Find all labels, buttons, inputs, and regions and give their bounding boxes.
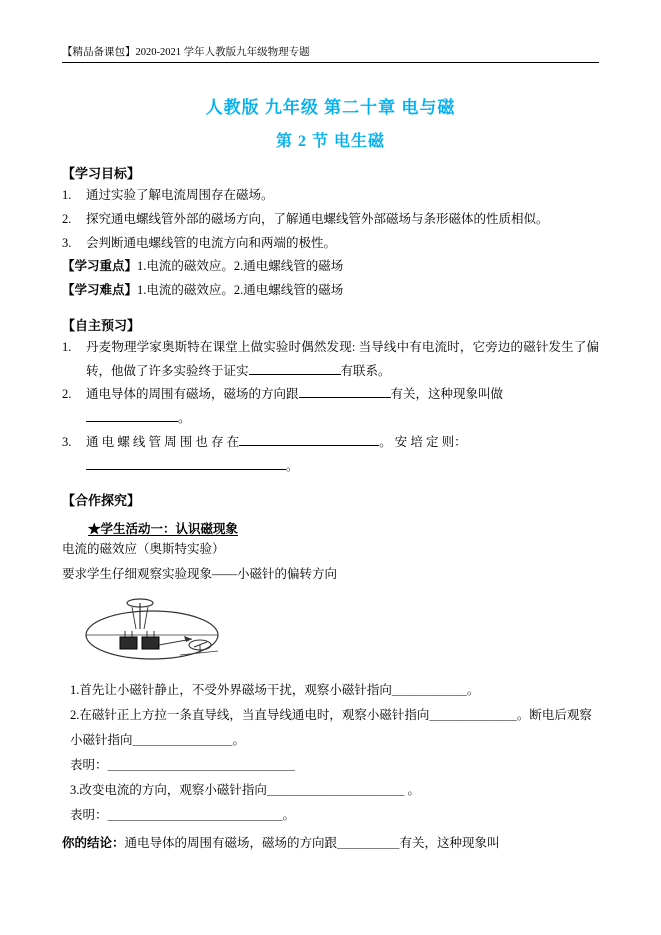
difficulties-heading: 【学习难点】 — [62, 283, 138, 297]
preview-number: 1. — [62, 339, 72, 354]
explore-line-b: 要求学生仔细观察实验现象——小磁针的偏转方向 — [62, 567, 338, 582]
preview-number: 3. — [62, 434, 72, 449]
preview-text — [86, 431, 599, 479]
objective-item — [62, 208, 599, 232]
blank-fill[interactable] — [239, 445, 379, 446]
preview-text — [86, 336, 599, 384]
explore-step: 表明：＿＿＿＿＿＿＿＿＿＿＿＿＿＿。 — [70, 808, 296, 823]
conclusion-label: 你的结论： — [62, 836, 125, 851]
objective-text: 探究通电螺线管外部的磁场方向，了解通电螺线管外部磁场与条形磁体的性质相似。 — [86, 211, 549, 226]
preview-heading: 【自主预习】 — [62, 317, 141, 333]
header-divider — [62, 62, 599, 63]
objective-number: 1. — [62, 188, 72, 202]
explore-step: 2.在磁针正上方拉一条直导线，当直导线通电时，观察小磁针指向＿＿＿＿＿＿＿。断电后观察小磁针指向＿＿＿＿＿＿＿＿。 — [70, 708, 592, 748]
objectives-heading: 【学习目标】 — [62, 166, 141, 181]
preview-text-part: 。 — [178, 411, 191, 425]
explore-step: 表明：＿＿＿＿＿＿＿＿＿＿＿＿＿＿＿ — [70, 758, 296, 773]
objective-item — [62, 184, 599, 208]
objective-number: 2. — [62, 211, 72, 226]
objective-item — [62, 232, 599, 256]
difficulties-text: 1.电流的磁效应。2.通电螺线管的磁场 — [137, 283, 344, 297]
preview-text-part: 有联系。 — [340, 363, 391, 378]
page-header: 【精品备课包】2020-2021 学年人教版九年级物理专题 — [62, 47, 310, 58]
blank-fill[interactable] — [299, 397, 391, 398]
preview-text-part: 通 电 螺 线 管 周 围 也 存 在 — [86, 434, 240, 449]
preview-item — [62, 383, 599, 431]
preview-item — [62, 431, 599, 479]
preview-text — [86, 383, 599, 431]
blank-fill[interactable] — [249, 374, 341, 375]
explore-step: 1.首先让小磁针静止，不受外界磁场干扰，观察小磁针指向＿＿＿＿＿＿。 — [70, 683, 480, 698]
blank-fill[interactable] — [86, 421, 178, 422]
preview-text-part: 。 安 培 定 则： — [379, 434, 467, 449]
objective-text: 会判断通电螺线管的电流方向和两端的极性。 — [86, 235, 337, 250]
conclusion-text: 通电导体的周围有磁场，磁场的方向跟＿＿＿＿＿有关，这种现象叫 — [124, 836, 500, 851]
preview-item — [62, 336, 599, 384]
preview-text-part: 通电导体的周围有磁场，磁场的方向跟 — [86, 387, 299, 402]
figure-container — [80, 595, 599, 672]
activity-title: ★学生活动一：认识磁现象 — [88, 522, 239, 537]
blank-fill[interactable] — [86, 469, 286, 470]
preview-text-part: 丹麦物理学家奥斯特在课堂上做实验时偶然发现: 当导线中有电流时，它旁边的磁针发生了偏转，他做了许多实验终于证实 — [86, 339, 599, 378]
document-title-line2: 第 2 节 电生磁 — [275, 133, 385, 150]
document-title-line1: 人教版 九年级 第二十章 电与磁 — [205, 98, 456, 117]
explore-heading: 【合作探究】 — [62, 493, 141, 509]
difficulties-line — [62, 279, 599, 303]
keypoints-line — [62, 255, 599, 279]
explore-step: 3.改变电流的方向，观察小磁针指向＿＿＿＿＿＿＿＿＿＿＿ 。 — [70, 783, 421, 798]
keypoints-heading: 【学习重点】 — [62, 259, 138, 274]
explore-line-a: 电流的磁效应（奥斯特实验） — [62, 542, 225, 557]
keypoints-text: 1.电流的磁效应。2.通电螺线管的磁场 — [137, 259, 344, 274]
preview-text-part: 有关，这种现象叫做 — [390, 387, 504, 402]
objective-number: 3. — [62, 235, 72, 250]
preview-number: 2. — [62, 387, 72, 402]
preview-text-part: 。 — [286, 458, 299, 473]
objective-text: 通过实验了解电流周围存在磁场。 — [86, 188, 274, 202]
oersted-experiment-diagram — [80, 595, 280, 667]
conclusion-line — [62, 832, 599, 856]
